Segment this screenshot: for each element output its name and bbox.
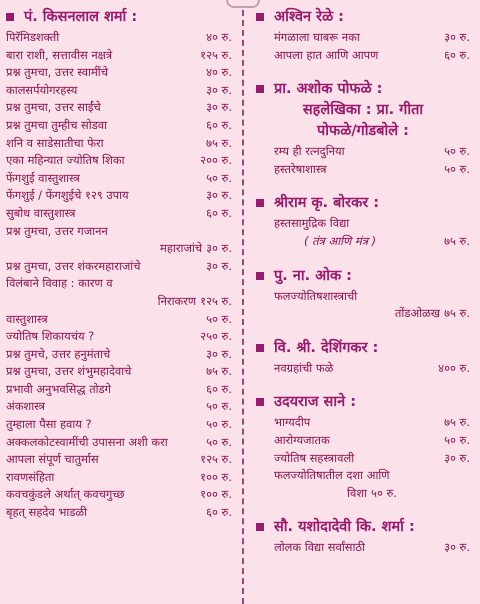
- book-title: प्रश्न तुमचा, उत्तर शंकरमहाराजांचे: [6, 258, 141, 273]
- book-title: तुम्हाला पैसा हवाय ?: [6, 417, 92, 432]
- book-row: [6, 205, 232, 223]
- author-heading: [256, 339, 470, 357]
- book-row: [6, 363, 232, 381]
- book-price: ७५ रु.: [444, 415, 470, 430]
- book-row: [6, 99, 232, 117]
- book-row: [256, 215, 470, 233]
- section-gap: [256, 323, 470, 337]
- square-bullet-icon: [6, 13, 14, 21]
- book-title: अक्कलकोटस्वामींची उपासना अशी करा: [6, 434, 168, 449]
- book-row: [6, 240, 232, 258]
- book-row: [256, 467, 470, 485]
- book-row: [6, 451, 232, 469]
- book-title: कालसर्पयोगरहस्य: [6, 82, 78, 97]
- book-row: [6, 469, 232, 487]
- author-heading: [256, 267, 470, 285]
- book-title: प्रश्न तुमचा, उत्तर गजानन: [6, 223, 108, 238]
- book-price: २५० रु.: [200, 329, 232, 344]
- book-price: १०० रु.: [200, 469, 232, 484]
- book-title: विशा: [347, 485, 368, 500]
- book-title: नवग्रहांची फळे: [274, 360, 334, 375]
- author-heading: [256, 8, 470, 26]
- book-title: हस्तरेषाशास्त्र: [274, 161, 327, 176]
- book-row: [6, 346, 232, 364]
- author-name: अश्विन रेळे :: [274, 9, 344, 25]
- author-name: वि. श्री. देशिंगकर :: [274, 339, 379, 356]
- book-title: फेंगशुई / फेंगशुईचे १२९ उपाय: [6, 188, 129, 203]
- author-name: पं. किसनलाल शर्मा :: [24, 9, 138, 25]
- author-heading: [6, 8, 232, 26]
- book-row: [6, 152, 232, 170]
- book-title: विलंबाने विवाह : कारण व: [6, 276, 113, 291]
- book-title: पिरॅमिडशक्ती: [6, 30, 60, 44]
- book-title: रावणसंहिता: [6, 469, 55, 484]
- square-bullet-icon: [256, 398, 264, 406]
- author-name: प्रा. अशोक पोफळे :: [274, 81, 383, 98]
- section-gap: [256, 377, 470, 391]
- book-row: [6, 117, 232, 135]
- book-price: ५० रु.: [206, 399, 232, 414]
- book-price: ७५ रु.: [444, 306, 470, 321]
- book-price: ६० रु.: [206, 117, 232, 132]
- author-name-continued: सहलेखिका : प्रा. गीता: [302, 102, 424, 119]
- book-price: १२५ रु.: [200, 452, 232, 467]
- book-title: आरोग्यजातक: [274, 432, 330, 447]
- book-row: [6, 381, 232, 399]
- book-row: [6, 504, 232, 522]
- book-title: ज्योतिष सहस्त्रावली: [274, 450, 355, 465]
- book-row: [6, 64, 232, 82]
- book-price: ३० रु.: [206, 258, 232, 273]
- book-row: [256, 29, 470, 47]
- book-title: अंकशास्त्र: [6, 399, 45, 414]
- book-price: ६० रु.: [206, 205, 232, 220]
- book-title: आपला हात आणि आपण: [274, 47, 379, 62]
- book-row: [6, 416, 232, 434]
- book-row: [6, 328, 232, 346]
- book-price: ५० रु.: [206, 434, 232, 449]
- section-gap: [256, 178, 470, 192]
- book-price: ७५ रु.: [206, 364, 232, 379]
- author-name: सौ. यशोदादेवी कि. शर्मा :: [274, 519, 415, 536]
- book-row: [256, 233, 470, 251]
- section-gap: [256, 502, 470, 516]
- book-price: ३० रु.: [206, 188, 232, 203]
- square-bullet-icon: [256, 85, 264, 93]
- book-row: [6, 223, 232, 241]
- column-divider: [242, 10, 244, 604]
- book-row: [256, 47, 470, 65]
- book-row: [6, 135, 232, 153]
- book-title: हस्तसामुद्रिक विद्या: [274, 216, 350, 231]
- book-price: ३० रु.: [444, 30, 470, 44]
- book-title: वास्तुशास्त्र: [6, 311, 48, 326]
- book-price: ७५ रु.: [444, 233, 470, 248]
- book-title: ( तंत्र आणि मंत्र ): [304, 233, 377, 248]
- right-column: [256, 6, 470, 557]
- book-row: [6, 82, 232, 100]
- section-gap: [256, 251, 470, 265]
- book-title: प्रश्न तुमचा तुम्हीच सोडवा: [6, 117, 108, 132]
- book-price: ५० रु.: [444, 144, 470, 159]
- book-row: [256, 414, 470, 432]
- book-row: [256, 288, 470, 306]
- book-title: ज्योतिष शिकायचंय ?: [6, 329, 95, 344]
- book-row: [6, 434, 232, 452]
- book-price: ५० रु.: [371, 485, 397, 500]
- book-price: ४० रु.: [206, 30, 232, 44]
- book-price: ६० रु.: [206, 505, 232, 520]
- book-price: ६० रु.: [206, 381, 232, 396]
- book-price: ३० रु.: [444, 540, 470, 555]
- book-price: ४०० रु.: [438, 360, 470, 375]
- book-price: ५० रु.: [444, 432, 470, 447]
- book-title: फेंगशुई वास्तुशास्त्र: [6, 170, 80, 185]
- book-title: प्रश्न तुमचा, उत्तर शंभुमहादेवाचे: [6, 364, 132, 379]
- book-row: [256, 305, 470, 323]
- book-price: ५० रु.: [206, 170, 232, 185]
- book-row: [6, 258, 232, 276]
- book-title: प्रश्न तुमचा, उत्तर स्वामींचे: [6, 65, 108, 80]
- author-heading: [256, 80, 470, 98]
- book-price: ३० रु.: [444, 450, 470, 465]
- author-name: उदयराज साने :: [274, 394, 356, 411]
- book-row: [6, 275, 232, 293]
- book-title: फलज्योतिषशास्त्राची: [274, 288, 358, 303]
- book-row: [6, 187, 232, 205]
- book-title: मंगळाला घाबरू नका: [274, 30, 360, 44]
- book-price: ५० रु.: [206, 311, 232, 326]
- book-title: बृहत् सहदेव भाडळी: [6, 505, 88, 520]
- left-column: [6, 6, 232, 522]
- book-price: १२५ रु.: [200, 293, 232, 308]
- book-row: [6, 398, 232, 416]
- book-list: [6, 29, 232, 522]
- book-row: [256, 450, 470, 468]
- book-title: लोलक विद्या सर्वांसाठी: [274, 540, 365, 555]
- book-price: १०० रु.: [200, 487, 232, 502]
- book-row: [256, 539, 470, 557]
- book-title: भाग्यदीप: [274, 415, 311, 430]
- book-price: ७५ रु.: [206, 135, 232, 150]
- book-price: ४० रु.: [206, 65, 232, 80]
- book-price: २०० रु.: [200, 153, 232, 168]
- book-price: ५० रु.: [206, 417, 232, 432]
- author-name: श्रीराम कृ. बोरकर :: [274, 195, 379, 212]
- square-bullet-icon: [256, 523, 264, 531]
- square-bullet-icon: [256, 13, 264, 21]
- section-gap: [256, 64, 470, 78]
- book-row: [6, 170, 232, 188]
- book-title: प्रश्न तुमचा, उत्तर साईंचे: [6, 100, 101, 115]
- book-title: बारा राशी, सत्तावीस नक्षत्रे: [6, 47, 113, 62]
- book-row: [256, 432, 470, 450]
- book-price: ३० रु.: [206, 82, 232, 97]
- square-bullet-icon: [256, 199, 264, 207]
- book-price: ३० रु.: [206, 100, 232, 115]
- square-bullet-icon: [256, 344, 264, 352]
- book-title: निराकरण: [157, 293, 197, 308]
- book-price: ३० रु.: [206, 241, 232, 256]
- book-row: [256, 360, 470, 378]
- book-title: तोंडओळख: [394, 306, 441, 321]
- book-price: १२५ रु.: [200, 47, 232, 62]
- square-bullet-icon: [256, 272, 264, 280]
- book-row: [256, 485, 470, 503]
- book-title: रम्य ही रत्नदुनिया: [274, 144, 345, 159]
- book-title: एका महिन्यात ज्योतिष शिका: [6, 153, 125, 168]
- book-row: [6, 486, 232, 504]
- author-name: पु. ना. ओक :: [274, 267, 352, 284]
- book-row: [6, 293, 232, 311]
- book-title: आपला संपूर्ण चातुर्मास: [6, 452, 99, 467]
- book-title: शनि व साडेसातीचा फेरा: [6, 135, 104, 150]
- author-heading: [256, 393, 470, 411]
- book-title: प्रभावी अनुभवसिद्ध तोडगे: [6, 381, 112, 396]
- book-price: ६० रु.: [444, 47, 470, 62]
- book-price: ३० रु.: [206, 346, 232, 361]
- author-heading: [256, 194, 470, 212]
- author-heading: [256, 518, 470, 536]
- book-row: [6, 311, 232, 329]
- author-name-continued: पोफळे/गोडबोले :: [317, 123, 409, 140]
- book-row: [256, 161, 470, 179]
- book-title: सुबोध वास्तुशास्त्र: [6, 205, 76, 220]
- book-row: [256, 143, 470, 161]
- book-row: [6, 29, 232, 47]
- book-title: फलज्योतिषातील दशा आणि: [274, 468, 390, 483]
- book-title: कवचकुंडले अर्थात् कवचगुच्छ: [6, 487, 125, 502]
- book-row: [6, 47, 232, 65]
- book-title: महाराजांचे: [160, 241, 203, 256]
- book-price: ५० रु.: [444, 161, 470, 176]
- book-title: प्रश्न तुमचे, उत्तर हनुमंताचे: [6, 346, 111, 361]
